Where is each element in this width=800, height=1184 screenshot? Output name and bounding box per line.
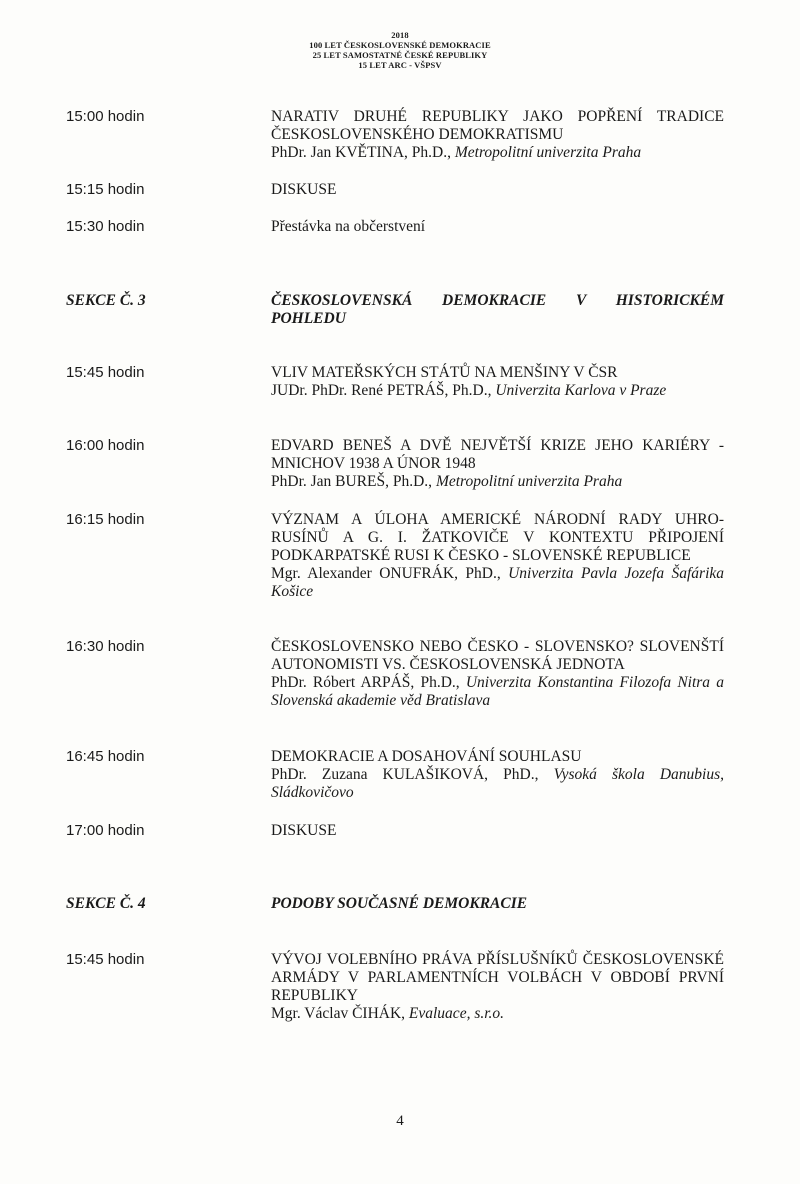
item-affiliation: Univerzita Karlova v Praze — [495, 382, 667, 399]
item-speaker-line — [271, 565, 724, 601]
item-affiliation: Metropolitní univerzita Praha — [435, 473, 623, 490]
item-content — [271, 951, 724, 1023]
item-speaker-line — [271, 766, 724, 802]
item-content — [271, 511, 724, 601]
item-speaker-line — [271, 144, 724, 162]
item-time: 15:15 hodin — [66, 181, 145, 198]
section-title-line-1: ČESKOSLOVENSKÁ DEMOKRACIE V HISTORICKÉM — [271, 292, 724, 309]
item-speaker-line — [271, 382, 724, 400]
item-time: 16:45 hodin — [66, 748, 145, 765]
item-time: 17:00 hodin — [66, 822, 145, 839]
section-title-line-2: POHLEDU — [271, 310, 346, 327]
page-number: 4 — [396, 1113, 404, 1129]
item-speaker: JUDr. PhDr. René PETRÁŠ, Ph.D., — [271, 382, 496, 399]
page-header — [0, 30, 800, 70]
item-title: DEMOKRACIE A DOSAHOVÁNÍ SOUHLASU — [271, 748, 582, 765]
item-speaker: Mgr. Alexander ONUFRÁK, PhD., — [271, 565, 509, 582]
item-content — [271, 364, 724, 400]
item-speaker: PhDr. Jan BUREŠ, Ph.D., — [271, 473, 436, 490]
item-title: VÝZNAM A ÚLOHA AMERICKÉ NÁRODNÍ RADY UHRO-RUSÍNŮ A G. I. ŽATKOVIČE V KONTEXTU PŘIPOJENÍ PODKARPATSKÉ RUSI K ČESKO - SLOVENSKÉ REPUBLICE — [271, 511, 724, 564]
section-title — [271, 292, 724, 328]
item-speaker-line — [271, 473, 724, 491]
item-speaker-line — [271, 674, 724, 710]
item-speaker: PhDr. Jan KVĚTINA, Ph.D., — [271, 144, 455, 161]
item-affiliation: Univerzita Pavla Jozefa Šafárika Košice — [271, 565, 725, 600]
item-title: DISKUSE — [271, 822, 337, 839]
section-title: PODOBY SOUČASNÉ DEMOKRACIE — [271, 895, 528, 912]
item-affiliation: Metropolitní univerzita Praha — [454, 144, 642, 161]
header-line-2: 25 LET SAMOSTATNÉ ČESKÉ REPUBLIKY — [312, 50, 488, 60]
item-title: Přestávka na občerstvení — [271, 218, 426, 235]
item-content — [271, 437, 724, 491]
item-speaker-line — [271, 1005, 724, 1023]
item-affiliation: Univerzita Konstantina Filozofa Nitra a Slovenská akademie věd Bratislava — [271, 674, 724, 709]
item-title: VLIV MATEŘSKÝCH STÁTŮ NA MENŠINY V ČSR — [271, 364, 618, 381]
item-content — [271, 638, 724, 710]
item-title: DISKUSE — [271, 181, 337, 198]
item-title: NARATIV DRUHÉ REPUBLIKY JAKO POPŘENÍ TRADICE ČESKOSLOVENSKÉHO DEMOKRATISMU — [271, 108, 724, 143]
section-label: SEKCE Č. 4 — [66, 895, 146, 912]
item-title: ČESKOSLOVENSKO NEBO ČESKO - SLOVENSKO? SLOVENŠTÍ AUTONOMISTI VS. ČESKOSLOVENSKÁ JEDNOTA — [271, 638, 724, 673]
item-speaker: PhDr. Róbert ARPÁŠ, Ph.D., — [271, 674, 466, 691]
item-time: 15:45 hodin — [66, 951, 145, 968]
header-year: 2018 — [391, 30, 409, 40]
item-speaker: PhDr. Zuzana KULAŠIKOVÁ, PhD., — [271, 766, 554, 783]
item-content — [271, 108, 724, 162]
item-time: 16:30 hodin — [66, 638, 145, 655]
item-affiliation: Evaluace, s.r.o. — [408, 1005, 505, 1022]
item-affiliation: Vysoká škola Danubius, Sládkovičovo — [271, 766, 724, 801]
item-content — [271, 822, 724, 840]
header-line-3: 15 LET ARC - VŠPSV — [358, 60, 442, 70]
item-time: 16:00 hodin — [66, 437, 145, 454]
item-time: 16:15 hodin — [66, 511, 145, 528]
item-content — [271, 218, 724, 236]
item-speaker: Mgr. Václav ČIHÁK, — [271, 1005, 409, 1022]
section-label: SEKCE Č. 3 — [66, 292, 146, 309]
item-time: 15:00 hodin — [66, 108, 145, 125]
header-line-1: 100 LET ČESKOSLOVENSKÉ DEMOKRACIE — [309, 40, 491, 50]
item-title: EDVARD BENEŠ A DVĚ NEJVĚTŠÍ KRIZE JEHO KARIÉRY - MNICHOV 1938 A ÚNOR 1948 — [271, 437, 724, 472]
item-title: VÝVOJ VOLEBNÍHO PRÁVA PŘÍSLUŠNÍKŮ ČESKOSLOVENSKÉ ARMÁDY V PARLAMENTNÍCH VOLBÁCH V OBDOBÍ PRVNÍ REPUBLIKY — [271, 951, 724, 1004]
item-time: 15:45 hodin — [66, 364, 145, 381]
item-content — [271, 181, 724, 199]
item-content — [271, 748, 724, 802]
item-time: 15:30 hodin — [66, 218, 145, 235]
